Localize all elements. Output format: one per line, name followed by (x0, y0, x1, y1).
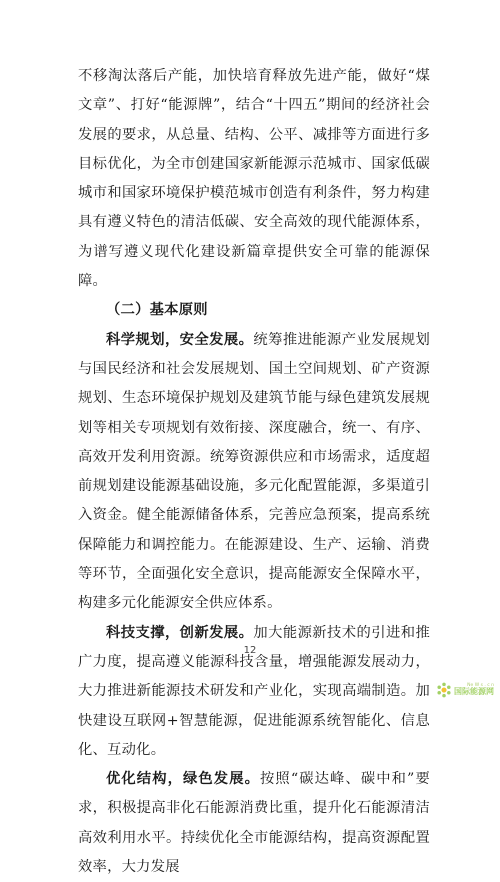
section-heading: （二）基本原则 (106, 302, 208, 319)
watermark-name: 国际能源网 (454, 687, 494, 697)
principle-body-2: 加大能源新技术的引进和推广力度，提高遵义能源科技含量，增强能源发展动力，大力推进新能源技术研发和产业化，实现高端制造。加快建设互联网+智慧能源，促进能源系统智能化、信息化、互动化。 (78, 624, 430, 758)
intro-paragraph: 不移淘汰落后产能，加快培育释放先进产能，做好“煤文章”、打好“能源牌”，结合“十四五”期间的经济社会发展的要求，从总量、结构、公平、减排等方面进行多目标优化，为全市创建国家新能源示范城市、国家低碳城市和国家环境保护模范城市创造有利条件，努力构建具有遵义特色的清洁低碳、安全高效的现代能源体系，为谱写遵义现代化建设新篇章提供安全可靠的能源保障。 (78, 68, 430, 290)
principle-body-1: 统筹推进能源产业发展规划与国民经济和社会发展规划、国土空间规划、矿产资源规划、生态环境保护规划及建筑节能与绿色建筑发展规划等相关专项规划有效衔接、深度融合，统一、有序、高效开发利用资源。统筹资源供应和市场需求，适度超前规划建设能源基础设施，多元化配置能源，多渠道引入资金。健全能源储备体系，完善应急预案，提高系统保障能力和调控能力。在能源建设、生产、运输、消费等环节，全面强化安全意识，提高能源安全保障水平，构建多元化能源安全供应体系。 (78, 331, 430, 612)
sunflower-logo-icon (436, 682, 452, 698)
page-number: 12 (243, 645, 257, 656)
principle-title-3: 优化结构，绿色发展。 (106, 771, 261, 788)
watermark-domain: Ne W s . c n (467, 682, 494, 688)
principle-paragraph-2 (78, 619, 430, 765)
watermark (430, 679, 494, 701)
page-content (78, 62, 430, 882)
watermark-text (454, 684, 494, 697)
principle-body-3: 按照“碳达峰、碳中和”要求，积极提高非化石能源消费比重，提升化石能源清洁高效利用水平。持续优化全市能源结构，提高资源配置效率，大力发展 (78, 771, 430, 876)
principle-title-1: 科学规划，安全发展。 (106, 331, 254, 348)
principle-paragraph-3 (78, 765, 430, 882)
principle-title-2: 科技支撑，创新发展。 (106, 624, 254, 641)
principle-paragraph-1 (78, 326, 430, 619)
